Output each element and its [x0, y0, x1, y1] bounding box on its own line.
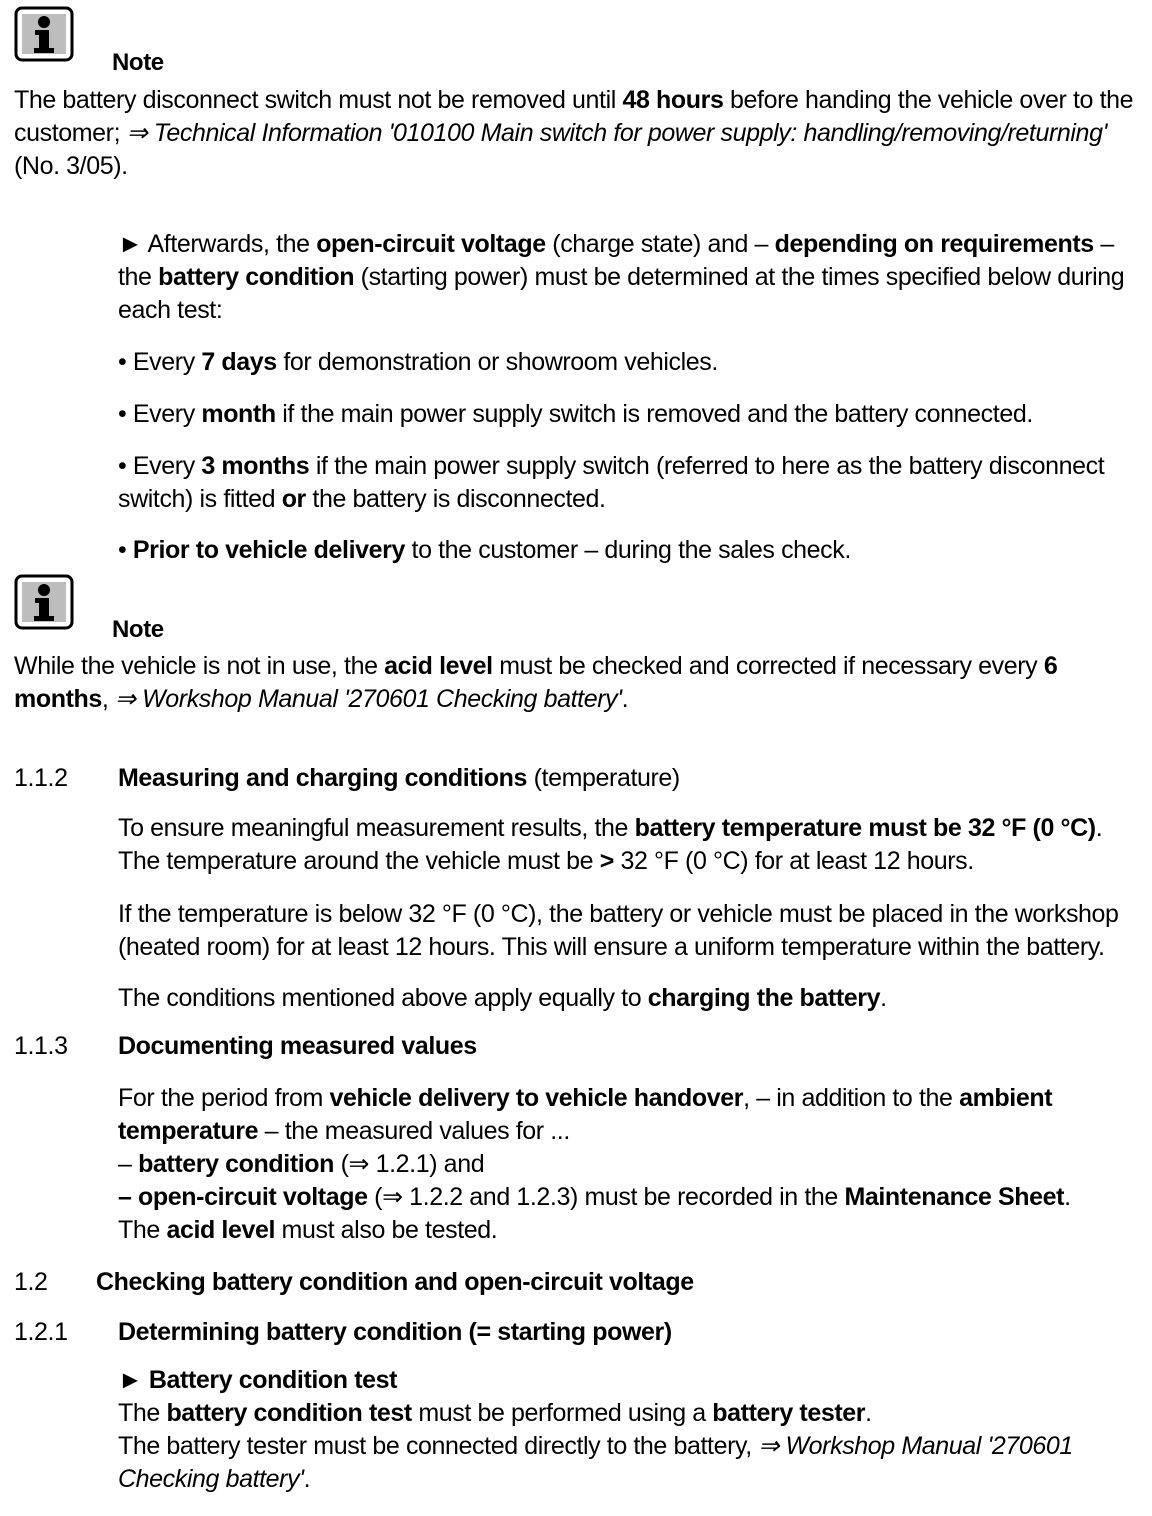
note-label: Note — [112, 616, 164, 643]
note-text: While the vehicle is not in use, the acid level must be checked and corrected if necessary every 6 months, ⇒ Workshop Manual '270601 Checking battery'. — [14, 652, 1058, 713]
section-number: 1.2.1 — [14, 1318, 68, 1346]
text-line: For the period from vehicle delivery to vehicle handover, – in addition to the ambient temperature – the measured values for ... — [118, 1084, 1053, 1145]
paragraph — [118, 1364, 1143, 1496]
section-number: 1.1.3 — [14, 1032, 68, 1060]
info-icon — [14, 6, 74, 62]
list-item: • Every 3 months if the main power supply switch (referred to here as the battery disconnect switch) is fitted or the battery is disconnected. — [118, 452, 1105, 513]
section-number: 1.1.2 — [14, 764, 68, 792]
bullet-icon: • — [118, 536, 127, 564]
reference-link[interactable]: Workshop Manual '270601 Checking battery' — [135, 685, 622, 713]
list-item: • Every month if the main power supply switch is removed and the battery connected. — [118, 400, 1033, 428]
text-line: – open-circuit voltage (⇒ 1.2.2 and 1.2.3) must be recorded in the Maintenance Sheet. — [118, 1183, 1071, 1211]
reference-link[interactable]: Technical Information '010100 Main switch for power supply: handling/removing/returning' — [147, 119, 1107, 147]
arrow-icon: ⇒ — [126, 119, 148, 147]
bullet-icon: • — [118, 452, 127, 480]
text-line: The battery condition test must be performed using a battery tester. — [118, 1399, 872, 1427]
list-item: • Every 7 days for demonstration or showroom vehicles. — [118, 348, 718, 376]
paragraph: The conditions mentioned above apply equally to charging the battery. — [118, 984, 887, 1012]
arrow-right-icon: ► — [118, 230, 143, 258]
text-line: – battery condition (⇒ 1.2.1) and — [118, 1150, 485, 1178]
text-line: The acid level must also be tested. — [118, 1216, 498, 1244]
note-label: Note — [112, 49, 164, 76]
note-text: The battery disconnect switch must not be removed until 48 hours before handing the vehicle over to the customer; ⇒ Technical Information '010100 Main switch for power supply: handling/removing/returning' (No. 3/05). — [14, 86, 1134, 180]
paragraph: If the temperature is below 32 °F (0 °C), the battery or vehicle must be placed in the workshop (heated room) for at least 12 hours. This will ensure a uniform temperature within the battery. — [118, 900, 1119, 961]
arrow-right-icon: ► — [118, 1366, 143, 1394]
paragraph: To ensure meaningful measurement results, the battery temperature must be 32 °F (0 °C). The temperature around the vehicle must be > 32 °F (0 °C) for at least 12 hours. — [118, 814, 1103, 875]
section-number: 1.2 — [14, 1268, 48, 1296]
text-line: The battery tester must be connected directly to the battery, ⇒ Workshop Manual '270601 Checking battery'. — [118, 1432, 1073, 1493]
arrow-icon: ⇒ — [114, 685, 136, 713]
section-title: Measuring and charging conditions (temperature) — [118, 764, 680, 792]
reference-link[interactable]: Workshop Manual '270601 Checking battery' — [118, 1432, 1073, 1493]
step-instruction: ► Afterwards, the open-circuit voltage (charge state) and – depending on requirements – the battery condition (starting power) must be determined at the times specified below during each test: — [118, 230, 1125, 324]
section-title: Checking battery condition and open-circuit voltage — [96, 1268, 694, 1296]
section-title: Determining battery condition (= starting power) — [118, 1318, 672, 1346]
bullet-icon: • — [118, 348, 127, 376]
paragraph — [118, 1082, 1143, 1247]
arrow-icon: ⇒ — [758, 1432, 779, 1460]
subheading: ► Battery condition test — [118, 1366, 398, 1394]
bullet-icon: • — [118, 400, 127, 428]
section-title: Documenting measured values — [118, 1032, 477, 1060]
list-item: • Prior to vehicle delivery to the customer – during the sales check. — [118, 536, 851, 564]
info-icon — [14, 574, 74, 630]
